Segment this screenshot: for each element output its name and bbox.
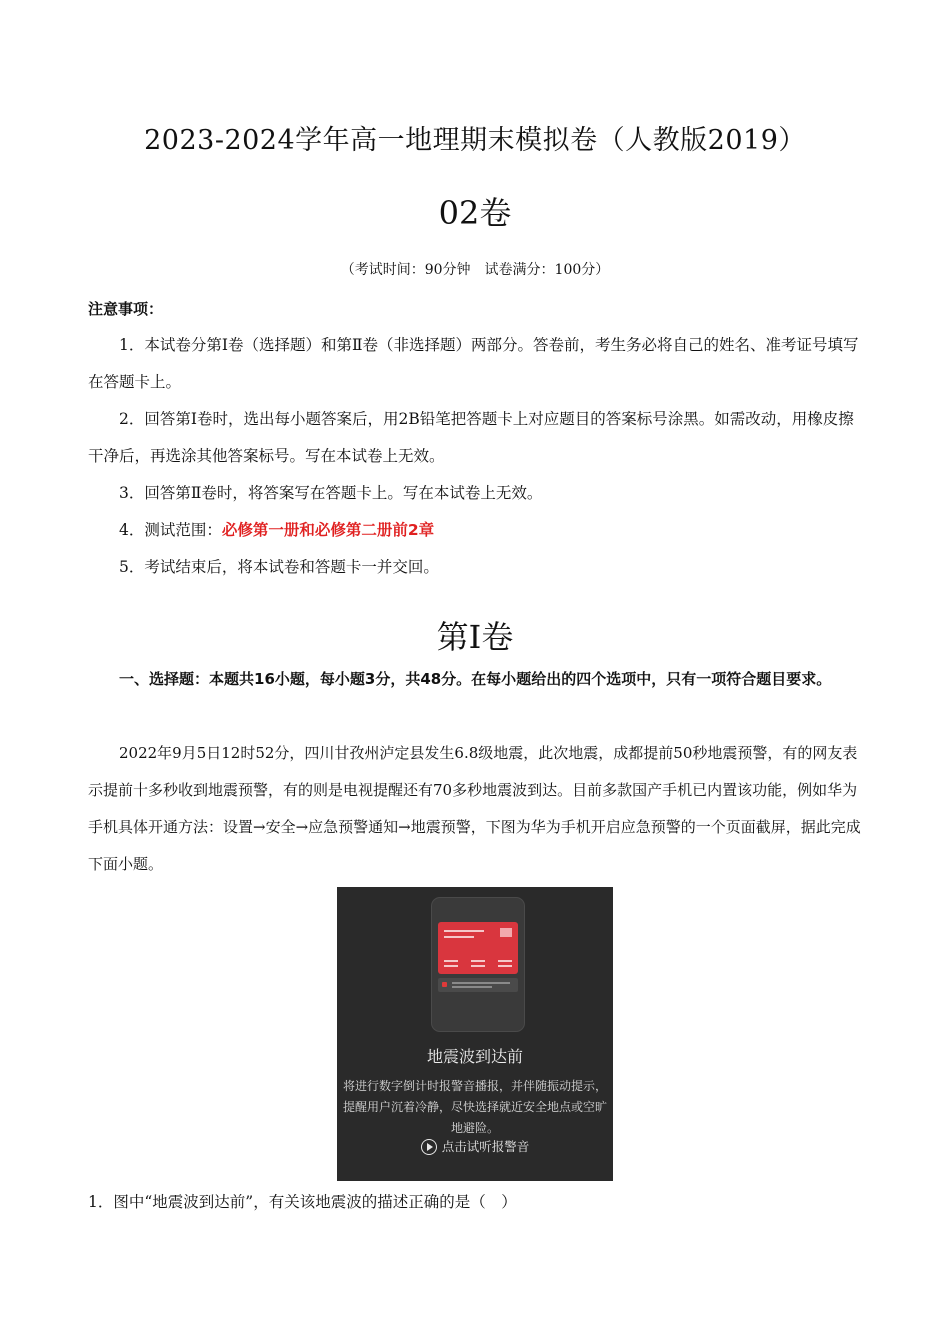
notice-item-3: 3．回答第Ⅱ卷时，将答案写在答题卡上。写在本试卷上无效。 — [119, 484, 543, 502]
exam-info: （考试时间：90分钟 试卷满分：100分） — [340, 262, 610, 278]
exam-title: 2023-2024学年高一地理期末模拟卷（人教版2019） — [144, 125, 806, 156]
notice-item-2: 2．回答第Ⅰ卷时，选出每小题答案后，用2B铅笔把答题卡上对应题目的答案标号涂黑。如需改动，用橡皮擦干净后，再选涂其他答案标号。写在本试卷上无效。 — [88, 410, 854, 465]
play-circle-icon — [421, 1139, 437, 1155]
exam-subtitle: 02卷 — [438, 194, 512, 232]
scope-prefix: 4．测试范围： — [119, 521, 222, 539]
notice-item-5: 5．考试结束后，将本试卷和答题卡一并交回。 — [119, 558, 439, 576]
figure-title: 地震波到达前 — [426, 1047, 523, 1066]
phone-illustration — [431, 897, 525, 1032]
warning-icon — [442, 982, 447, 987]
reading-passage: 2022年9月5日12时52分，四川甘孜州泸定县发生6.8级地震，此次地震，成都提前50秒地震预警，有的网友表示提前十多秒收到地震预警，有的则是电视提醒还有70多秒地震波到达。目前多款国产手机已内置该功能，例如华为手机具体开通方法：设置→安全→应急预警通知→地震预警，下图为华为手机开启应急预警的一个页面截屏，据此完成下面小题。 — [88, 744, 861, 873]
scope-value: 必修第一册和必修第二册前2章 — [221, 521, 435, 539]
play-alarm-button[interactable] — [337, 1137, 613, 1155]
section-instruction: 一、选择题：本题共16小题，每小题3分，共48分。在每小题给出的四个选项中，只有一项符合题目要求。 — [119, 670, 832, 688]
notice-heading: 注意事项： — [88, 300, 164, 318]
question-1: 1．图中“地震波到达前”，有关该地震波的描述正确的是（ ） — [88, 1193, 517, 1211]
figure-description: 将进行数字倒计时报警音播报，并伴随振动提示，提醒用户沉着冷静，尽快选择就近安全地点或空旷地避险。 — [343, 1079, 608, 1135]
alert-card — [438, 922, 518, 974]
play-alarm-label: 点击试听报警音 — [441, 1139, 530, 1154]
notification-row — [438, 978, 518, 992]
phone-screenshot-figure — [337, 887, 613, 1181]
notice-item-4 — [88, 512, 866, 549]
card-icon — [500, 928, 512, 937]
notice-item-1: 1．本试卷分第Ⅰ卷（选择题）和第Ⅱ卷（非选择题）两部分。答卷前，考生务必将自己的姓名、准考证号填写在答题卡上。 — [88, 336, 859, 391]
section-title: 第Ⅰ卷 — [436, 618, 514, 656]
